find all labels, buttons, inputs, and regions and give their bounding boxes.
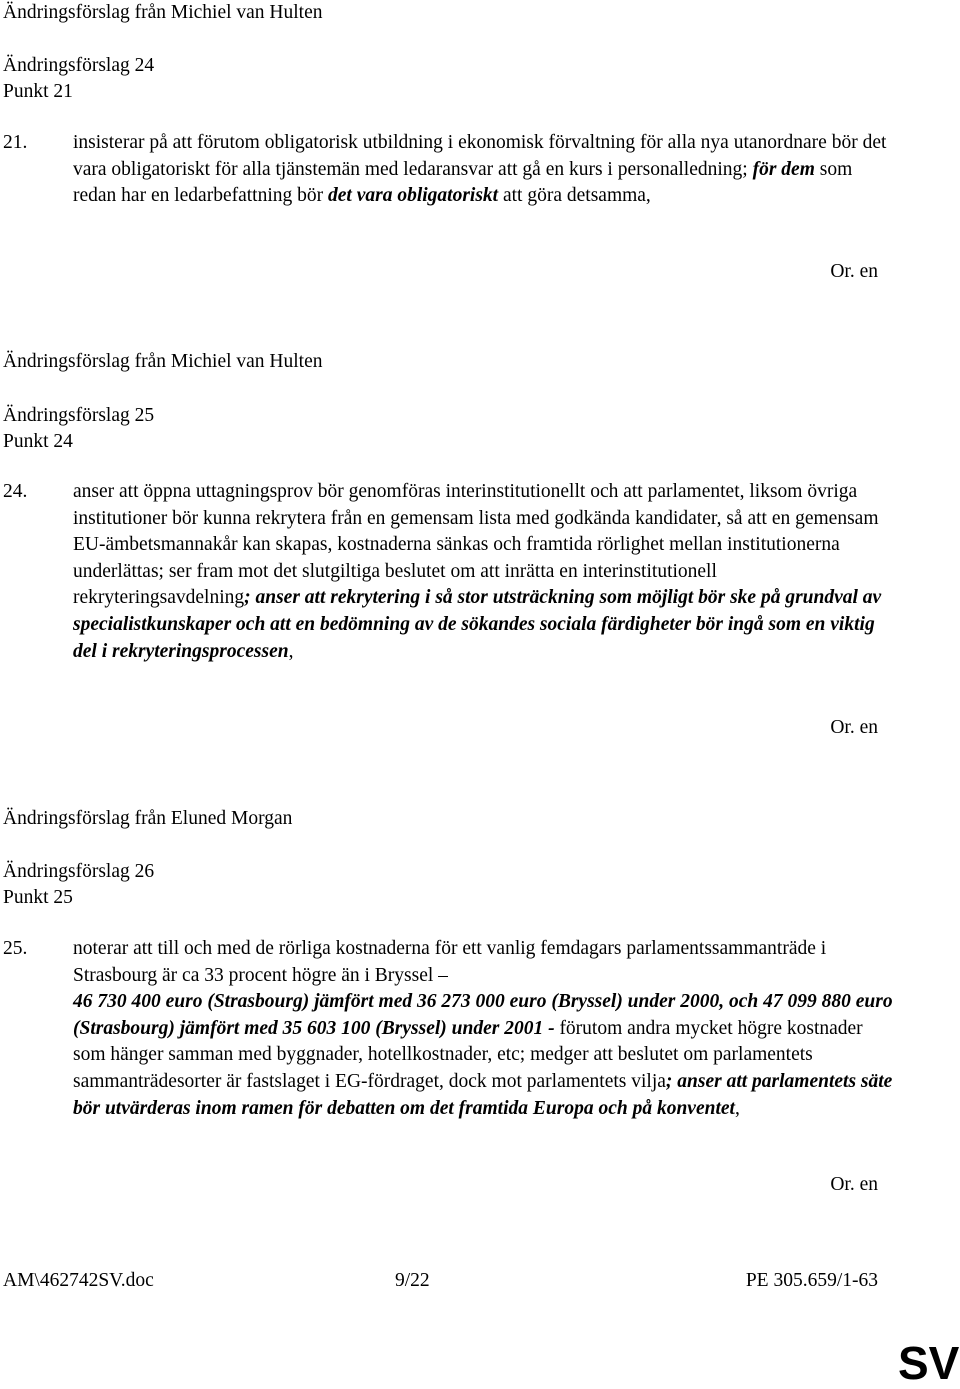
amendment-point: Punkt 21 (3, 81, 73, 102)
paragraph-number: 25. (3, 938, 28, 959)
amendment-number: Ändringsförslag 25 (3, 405, 155, 426)
text-segment: , (288, 640, 294, 662)
footer-doc-ref: AM\462742SV.doc (3, 1270, 154, 1291)
text-segment: noterar att till och med de rörliga kostnaderna för ett vanlig femdagars parlamentssammanträde i Strasbourg är ca 33 procent högre än i Bryssel – (73, 938, 827, 986)
original-language: Or. en (830, 261, 878, 282)
amendment-text (73, 130, 893, 210)
amendment-text (73, 479, 893, 665)
footer-pe-ref: PE 305.659/1-63 (745, 1270, 878, 1291)
text-segment-emphasis: ; anser att parlamentets säte bör utvärderas inom ramen för debatten om det framtida Europa och på konventet (73, 1070, 893, 1119)
text-segment-emphasis: för dem (752, 158, 815, 180)
amendment-point: Punkt 25 (3, 887, 73, 908)
paragraph-number: 24. (3, 481, 28, 502)
footer-page-number: 9/22 (395, 1270, 430, 1291)
original-language: Or. en (830, 717, 878, 738)
amendment-point: Punkt 24 (3, 431, 73, 452)
amendment-number: Ändringsförslag 24 (3, 55, 155, 76)
text-segment-emphasis: ; anser att rekrytering i så stor utsträckning som möjligt bör ske på grundval av specialistkunskaper och att en bedömning av de sökandes sociala färdigheter bör ingå som en viktig del i rekryteringsprocessen (73, 587, 882, 662)
amendment-number: Ändringsförslag 26 (3, 861, 155, 882)
language-code: SV (898, 1337, 960, 1389)
text-segment: att göra detsamma, (498, 185, 651, 207)
original-language: Or. en (830, 1174, 878, 1195)
amendment-author: Ändringsförslag från Michiel van Hulten (3, 2, 323, 23)
amendment-text (73, 936, 893, 1122)
text-segment: förutom andra mycket högre kostnader som hänger samman med byggnader, hotellkostnader, etc; medger att beslutet om parlamentets sammanträdesorter är fastslaget i EG-fördraget, dock mot parlamentets vilja (73, 1017, 863, 1092)
text-segment-emphasis: 46 730 400 euro (Strasbourg) jämfört med 36 273 000 euro (Bryssel) under 2000, och 47 099 880 euro (Strasbourg) jämfört med 35 603 100 (Bryssel) under 2001 - (73, 991, 893, 1039)
text-segment-emphasis: det vara obligatoriskt (328, 185, 499, 207)
paragraph-number: 21. (3, 132, 28, 153)
amendment-author: Ändringsförslag från Michiel van Hulten (3, 351, 323, 372)
text-segment: anser att öppna uttagningsprov bör genomföras interinstitutionellt och att parlamentet, liksom övriga institutioner bör kunna rekrytera från en gemensam lista med godkända kandidater, så att en gemensam EU-ämbetsmannakår kan skapas, kostnaderna sänkas och framtida rörlighet mellan institutionerna underlättas; ser fram mot det slutgiltiga beslutet om att inrätta en interinstitutionell rekryteringsavdelning (73, 481, 879, 609)
text-segment: , (734, 1097, 740, 1119)
text-segment: som redan har en ledarbefattning bör (73, 158, 853, 207)
amendment-author: Ändringsförslag från Eluned Morgan (3, 808, 293, 829)
text-segment: insisterar på att förutom obligatorisk utbildning i ekonomisk förvaltning för alla nya utanordnare bör det vara obligatoriskt för alla tjänstemän med ledaransvar att gå en kurs i personalledning; (73, 132, 887, 180)
